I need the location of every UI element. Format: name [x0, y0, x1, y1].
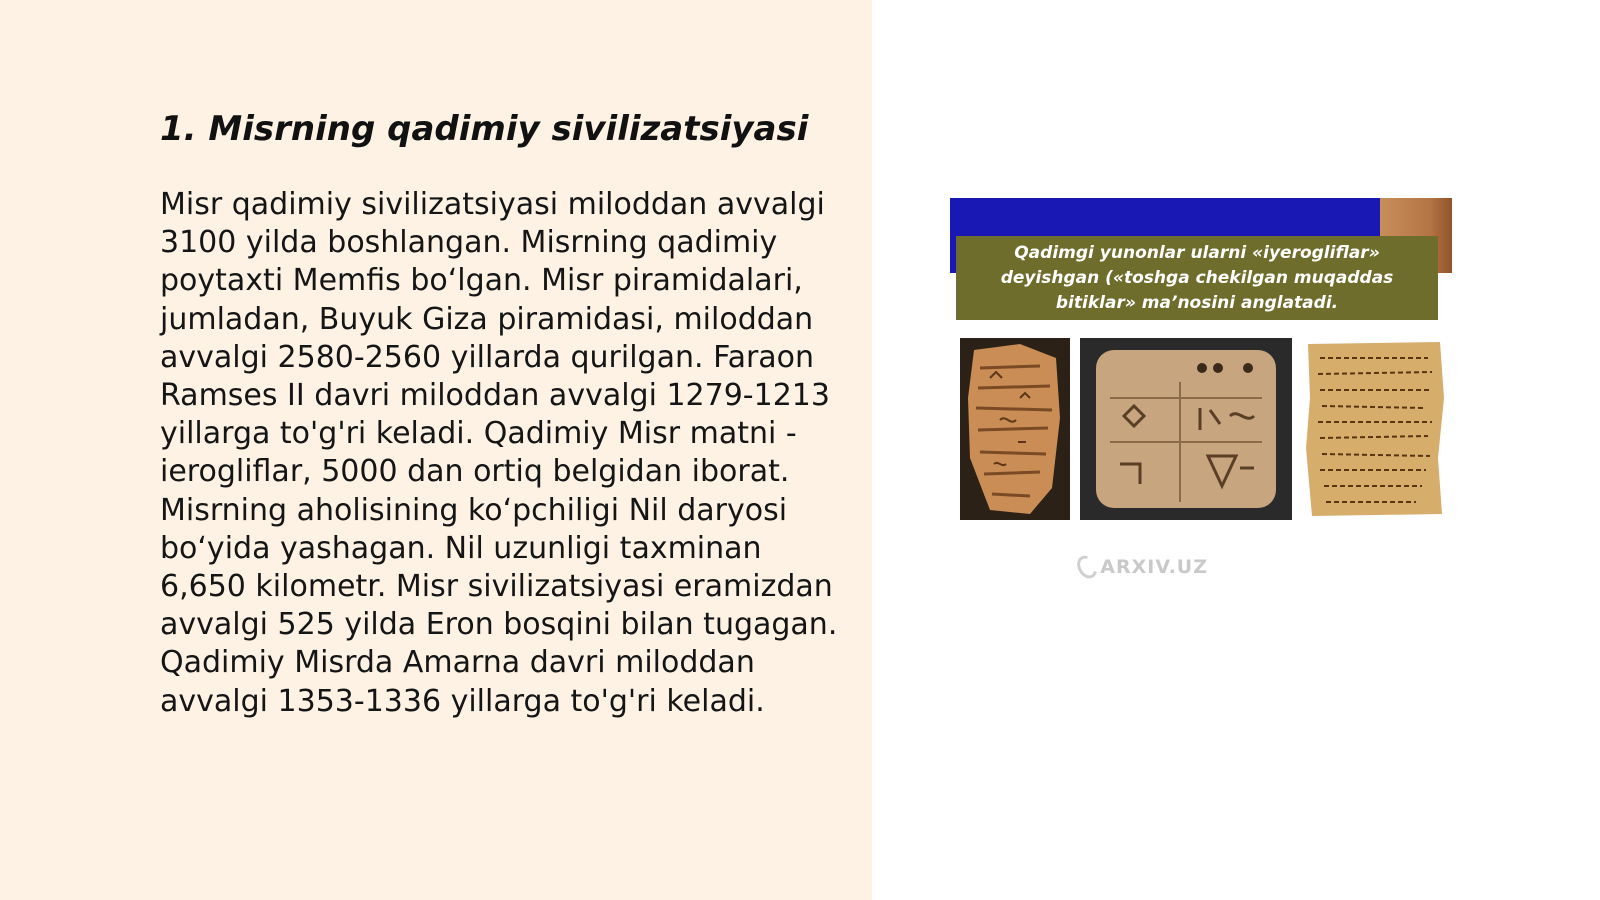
slide-body-text: Misr qadimiy sivilizatsiyasi miloddan avvalgi 3100 yilda boshlangan. Misrning qadimiy poytaxti Memfis bo‘lgan. Misr piramidalari, jumladan, Buyuk Giza piramidasi, miloddan avvalgi 2580-2560 yillarda qurilgan. Faraon Ramses II davri miloddan avvalgi 1279-1213 yillarga to'g'ri keladi. Qadimiy Misr matni - ierogliflar, 5000 dan ortiq belgidan iborat. Misrning aholisining ko‘pchiligi Nil daryosi bo‘yida yashagan. Nil uzunligi taxminan 6,650 kilometr. Misr sivilizatsiyasi eramizdan avvalgi 525 yilda Eron bosqini bilan tugagan. Qadimiy Misrda Amarna davri miloddan avvalgi 1353-1336 yillarga to'g'ri keladi. — [160, 187, 838, 719]
hieroglyphs-figure — [950, 198, 1452, 578]
arxiv-watermark — [1078, 552, 1208, 582]
clay-tablet-fragment-image — [960, 338, 1070, 520]
pictographic-tablet-image — [1080, 338, 1292, 520]
watermark-text: ARXIV.UZ — [1100, 556, 1208, 578]
slide-title: 1. Misrning qadimiy sivilizatsiyasi — [160, 109, 809, 149]
figure-caption: Qadimgi yunonlar ularni «iyerogliflar» deyishgan («toshga chekilgan muqaddas bitiklar» ma’nosini anglatadi. — [956, 236, 1438, 320]
papyrus-fragment-image — [1300, 338, 1452, 520]
watermark-logo-icon — [1073, 552, 1101, 582]
